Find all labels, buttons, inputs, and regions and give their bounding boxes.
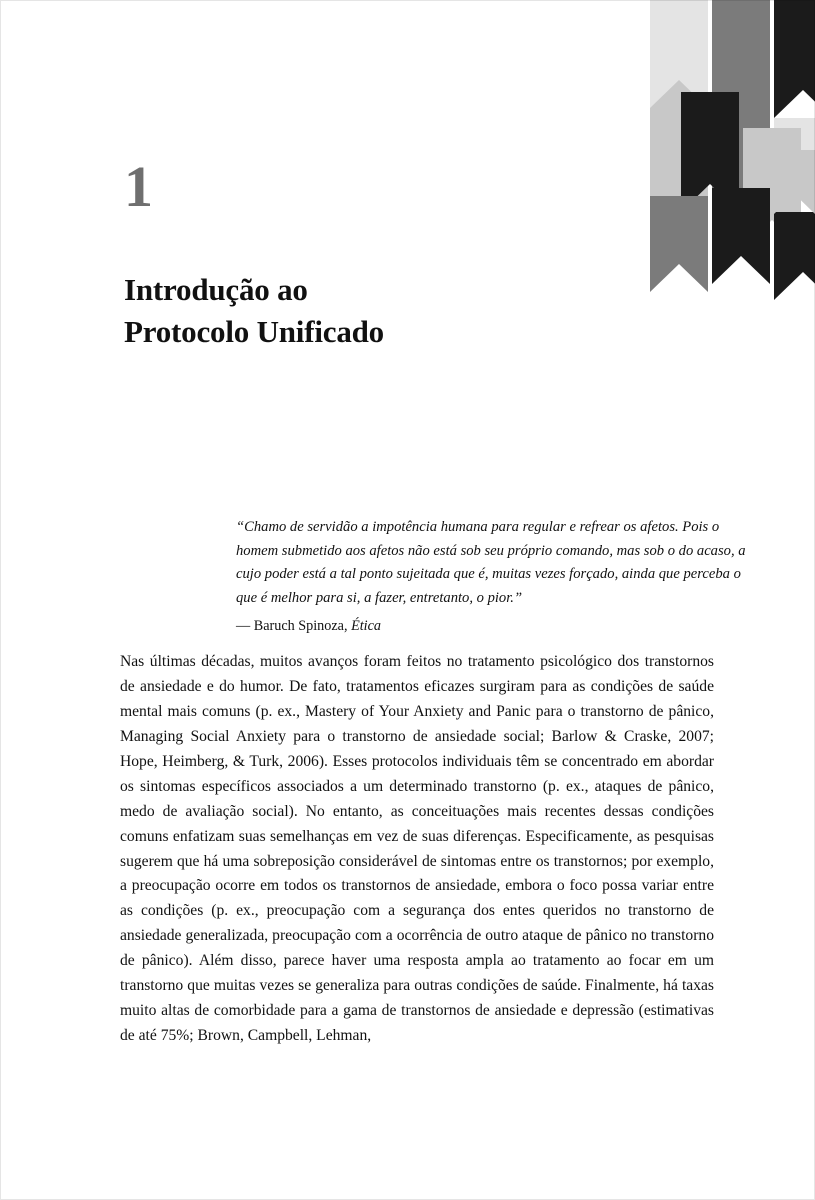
epigraph-block [236,516,756,635]
page-title [124,269,554,353]
body-paragraph: Nas últimas décadas, muitos avanços foram feitos no tratamento psicológico dos transtornos de ansiedade e do humor. De fato, tratamentos eficazes surgiram para as condições de saúde mental mais comuns (p. ex., Mastery of Your Anxiety and Panic para o transtorno de pânico, Managing Social Anxiety para o transtorno de ansiedade social; Barlow & Craske, 2007; Hope, Heimberg, & Turk, 2006). Esses protocolos individuais têm se concentrado em abordar os sintomas específicos associados a um determinado transtorno (p. ex., ataques de pânico, medo de avaliação social). No entanto, as conceituações mais recentes dessas condições comuns enfatizam suas semelhanças em vez de suas diferenças. Especificamente, as pesquisas sugerem que há uma sobreposição considerável de sintomas entre os transtornos; por exemplo, a preocupação ocorre em todos os transtornos de ansiedade, embora o foco possa variar entre as condições (p. ex., preocupação com a segurança dos entes queridos no transtorno de ansiedade generalizada, preocupação com a ocorrência de outro ataque de pânico no transtorno de pânico). Além disso, parece haver uma resposta ampla ao tratamento ao focar em um transtorno que muitas vezes se generaliza para outras condições de saúde. Finalmente, há taxas muito altas de comorbidade para a gama de transtornos de ansiedade e depressão (estimativas de até 75%; Brown, Campbell, Lehman, [120,653,714,1045]
body-text [120,650,714,1049]
chapter-title-line-1: Introdução ao [124,271,308,307]
chapter-title-line-2: Protocolo Unificado [124,313,384,349]
epigraph-attribution-work: Ética [351,617,382,634]
epigraph-quote: “Chamo de servidão a impotência humana para regular e refrear os afetos. Pois o homem submetido aos afetos não está sob seu próprio comando, mas sob o do acaso, a cujo poder está a tal ponto sujeitada que é, muitas vezes forçado, ainda que perceba o que é melhor para si, a fazer, entretanto, o pior.” [236,519,746,606]
chapter-number: 1 [124,154,153,219]
epigraph-attribution [236,618,756,635]
epigraph-attribution-prefix: — Baruch Spinoza, [236,617,352,634]
